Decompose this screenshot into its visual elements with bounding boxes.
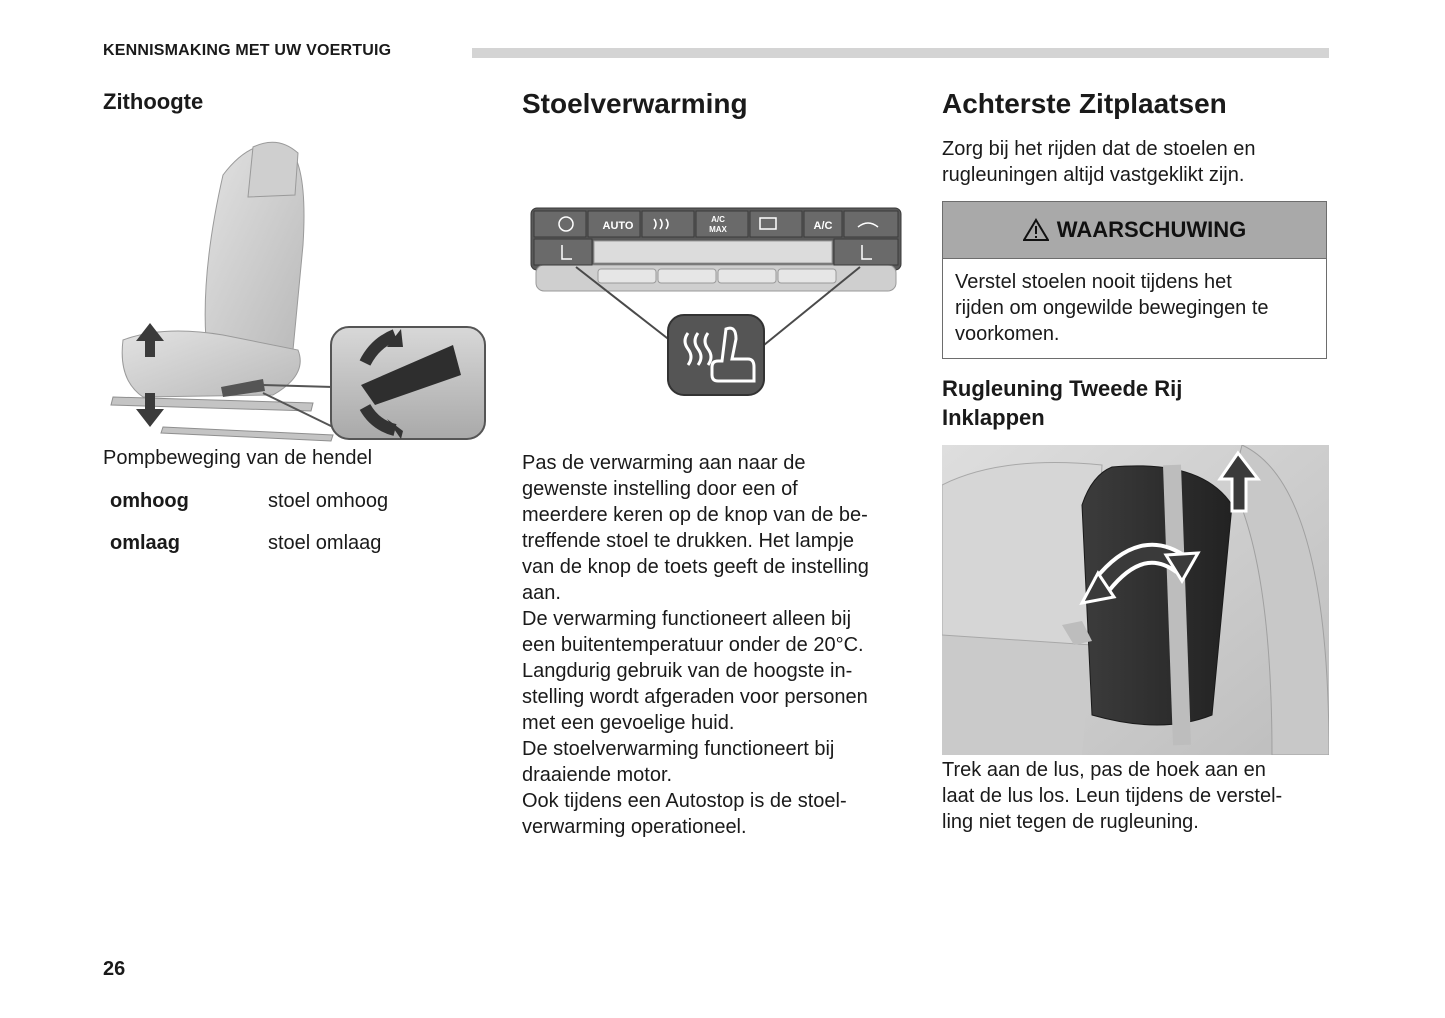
figure-caption: Pompbeweging van de hendel <box>103 447 373 469</box>
body-line: draaiende motor. <box>522 764 673 786</box>
intro-paragraph <box>942 136 1256 188</box>
body-line: stelling wordt afgeraden voor personen <box>522 686 868 708</box>
warning-body <box>943 259 1326 357</box>
definition-term: omlaag <box>110 532 181 554</box>
page-number: 26 <box>103 958 126 980</box>
intro-line: Zorg bij het rijden dat de stoelen en <box>942 138 1256 160</box>
body-line: van de knop de toets geeft de instelling <box>522 556 869 578</box>
warning-line: Verstel stoelen nooit tijdens het <box>955 271 1232 293</box>
intro-line: rugleuningen altijd vastgeklikt zijn. <box>942 164 1245 186</box>
subheading-line: Rugleuning Tweede Rij <box>942 376 1183 401</box>
caption-line: laat de lus los. Leun tijdens de verstel- <box>942 785 1283 807</box>
heading-stoelverwarming: Stoelverwarming <box>522 88 748 119</box>
warning-line: voorkomen. <box>955 323 1060 345</box>
panel-button-ac-max-bottom: MAX <box>709 225 727 234</box>
rear-seat-caption <box>942 757 1282 835</box>
subheading-line: Inklappen <box>942 405 1045 430</box>
warning-header <box>943 202 1326 259</box>
body-line: treffende stoel te drukken. Het lampje <box>522 530 855 552</box>
panel-button-auto: AUTO <box>602 220 634 232</box>
seat-height-figure <box>103 135 488 445</box>
subheading-rugleuning <box>942 374 1182 432</box>
body-line: gewenste instelling door een of <box>522 478 798 500</box>
definition-desc: stoel omlaag <box>268 532 382 554</box>
body-line: meerdere keren op de knop van de be- <box>522 504 868 526</box>
section-title: KENNISMAKING MET UW VOERTUIG <box>103 42 392 59</box>
warning-box <box>942 201 1327 359</box>
caption-line: ling niet tegen de rugleuning. <box>942 811 1199 833</box>
panel-button-ac: A/C <box>813 220 833 232</box>
body-paragraph <box>522 450 912 840</box>
body-line: Pas de verwarming aan naar de <box>522 452 806 474</box>
heading-achterste-zitplaatsen: Achterste Zitplaatsen <box>942 88 1227 119</box>
warning-title: WAARSCHUWING <box>1056 217 1247 242</box>
heading-zithoogte: Zithoogte <box>103 89 204 114</box>
body-line: De stoelverwarming functioneert bij <box>522 738 835 760</box>
warning-triangle-icon <box>1023 218 1049 242</box>
body-line: Langdurig gebruik van de hoogste in- <box>522 660 853 682</box>
header-divider <box>472 48 1329 58</box>
climate-panel-figure <box>528 205 904 397</box>
body-line: verwarming operationeel. <box>522 816 747 838</box>
definition-desc: stoel omhoog <box>268 490 389 512</box>
definition-term: omhoog <box>110 490 189 512</box>
caption-line: Trek aan de lus, pas de hoek aan en <box>942 759 1266 781</box>
body-line: een buitentemperatuur onder de 20°C. <box>522 634 864 656</box>
body-line: Ook tijdens een Autostop is de stoel- <box>522 790 847 812</box>
body-line: aan. <box>522 582 561 604</box>
body-line: met een gevoelige huid. <box>522 712 735 734</box>
warning-line: rijden om ongewilde bewegingen te <box>955 297 1269 319</box>
rear-seat-figure <box>942 445 1329 755</box>
body-line: De verwarming functioneert alleen bij <box>522 608 852 630</box>
panel-button-ac-max-top: A/C <box>711 215 725 224</box>
